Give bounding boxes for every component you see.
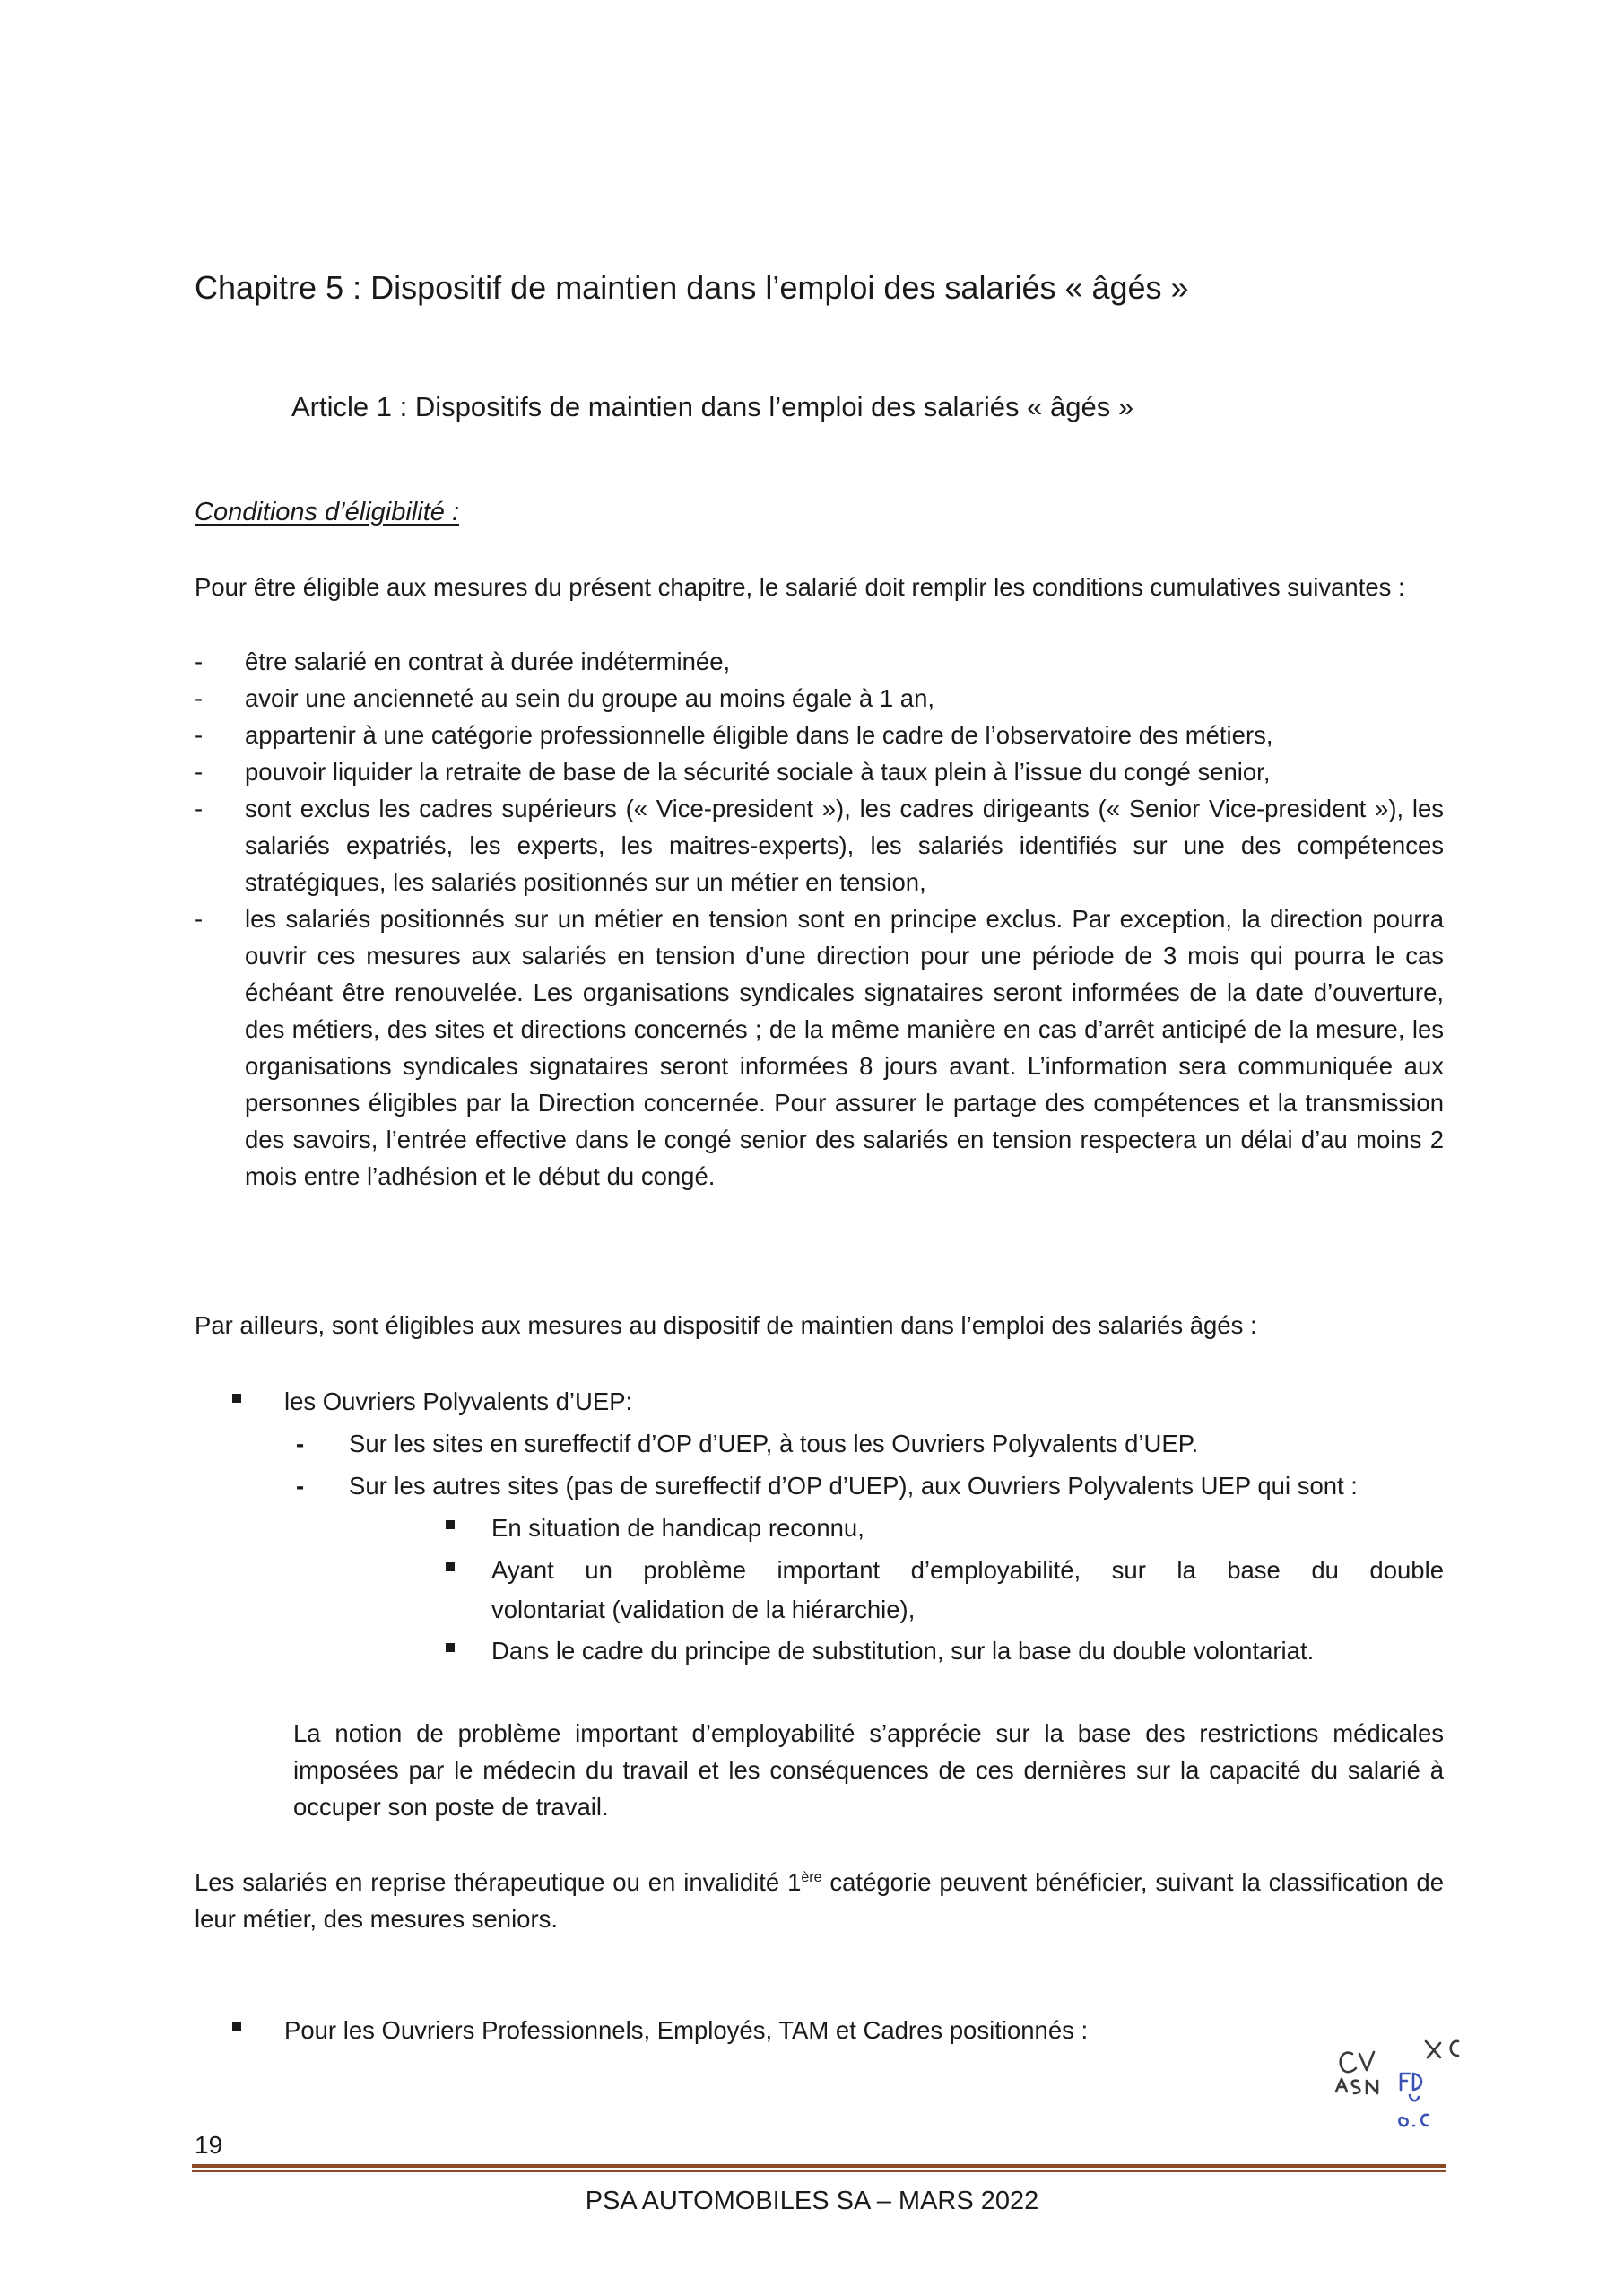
handwritten-initials [1327, 2036, 1480, 2144]
conditions-list [195, 643, 1444, 1195]
article-title: Article 1 : Dispositifs de maintien dans l’emploi des salariés « âgés » [291, 391, 1134, 422]
dash-marker: - [195, 721, 204, 749]
list-item [195, 753, 1444, 790]
reprise-text: Les salariés en reprise thérapeutique ou en invalidité 1 [195, 1868, 802, 1896]
subsub-item: Dans le cadre du principe de substitution, sur la base du double volontariat. [491, 1637, 1315, 1665]
intro-paragraph: Pour être éligible aux mesures du présent chapitre, le salarié doit remplir les conditions cumulatives suivantes : [195, 573, 1405, 601]
list-item-text: avoir une ancienneté au sein du groupe au moins égale à 1 an, [245, 684, 935, 712]
dash-marker: - [195, 905, 204, 933]
sub-item: Sur les sites en sureffectif d’OP d’UEP, à tous les Ouvriers Polyvalents d’UEP. [349, 1430, 1199, 1457]
notion-paragraph: La notion de problème important d’employabilité s’apprécie sur la base des restrictions médicales imposées par le médecin du travail et les conséquences de ces dernières sur la capacité du salarié à occuper son poste de travail. [293, 1719, 1444, 1821]
square-bullet-icon [232, 2022, 241, 2031]
dash-marker: - [195, 795, 204, 822]
list-item-text: être salarié en contrat à durée indéterminée, [245, 648, 731, 675]
footer-text: PSA AUTOMOBILES SA – MARS 2022 [585, 2187, 1039, 2215]
list-item [195, 717, 1444, 753]
list-item-text: pouvoir liquider la retraite de base de la sécurité sociale à taux plein à l’issue du congé senior, [245, 758, 1271, 786]
list-item [195, 680, 1444, 717]
subsub-item-continuation: volontariat (validation de la hiérarchie), [491, 1596, 916, 1623]
square-bullet-icon [446, 1643, 455, 1652]
dash-marker: - [195, 684, 204, 712]
list-item-text: sont exclus les cadres supérieurs (« Vice-president »), les cadres dirigeants (« Senior Vice-president »), les salariés expatriés, les experts, les maitres-experts), les salariés identifiés sur une des compétences stratégiques, les salariés positionnés sur un métier en tension, [245, 795, 1444, 896]
page-number: 19 [195, 2131, 223, 2159]
square-bullet-icon [446, 1562, 455, 1571]
footer-divider-thin [192, 2170, 1446, 2172]
chapter-title: Chapitre 5 : Dispositif de maintien dans l’emploi des salariés « âgés » [195, 269, 1189, 306]
par-ailleurs-paragraph: Par ailleurs, sont éligibles aux mesures au dispositif de maintien dans l’emploi des salariés âgés : [195, 1311, 1257, 1339]
sub-item: Sur les autres sites (pas de sureffectif d’OP d’UEP), aux Ouvriers Polyvalents UEP qui sont : [349, 1472, 1358, 1500]
subsub-item: En situation de handicap reconnu, [491, 1514, 864, 1542]
list-item [195, 790, 1444, 900]
list-item-text: les salariés positionnés sur un métier en tension sont en principe exclus. Par exception, la direction pourra ouvrir ces mesures aux salariés en tension d’une direction pour une période de 3 mois qui pourra le cas échéant être renouvelée. Les organisations syndicales signataires seront informées de la date d’ouverture, des métiers, des sites et directions concernés ; de la même manière en cas d’arrêt anticipé de la mesure, les organisations syndicales signataires seront informées 8 jours avant. L’information sera communiquée aux personnes éligibles par la Direction concernée. Pour assurer le partage des compétences et la transmission des savoirs, l’entrée effective dans le congé senior des salariés en tension respectera un délai d’au moins 2 mois entre l’adhésion et le début du congé. [245, 905, 1444, 1190]
list-item [195, 900, 1444, 1195]
reprise-text-end: catégorie peuvent bénéficier, suivant la classification de leur métier, des mesures seniors. [195, 1868, 1444, 1933]
reprise-paragraph [195, 1864, 1444, 1937]
dash-marker: - [296, 1472, 305, 1500]
footer-divider [192, 2164, 1446, 2168]
square-bullet-icon [232, 1394, 241, 1403]
list-item [195, 643, 1444, 680]
dash-marker: - [195, 758, 204, 786]
dash-marker: - [296, 1430, 305, 1457]
subsub-item: Ayant un problème important d’employabilité, sur la base du double [491, 1556, 1444, 1584]
reprise-superscript: ère [801, 1869, 822, 1885]
dash-marker: - [195, 648, 204, 675]
ouvriers-label: les Ouvriers Polyvalents d’UEP: [284, 1387, 633, 1415]
conditions-heading: Conditions d’éligibilité : [195, 498, 459, 526]
square-bullet-icon [446, 1520, 455, 1529]
pour-les-item: Pour les Ouvriers Professionnels, Employés, TAM et Cadres positionnés : [284, 2016, 1089, 2044]
list-item-text: appartenir à une catégorie professionnelle éligible dans le cadre de l’observatoire des métiers, [245, 721, 1273, 749]
